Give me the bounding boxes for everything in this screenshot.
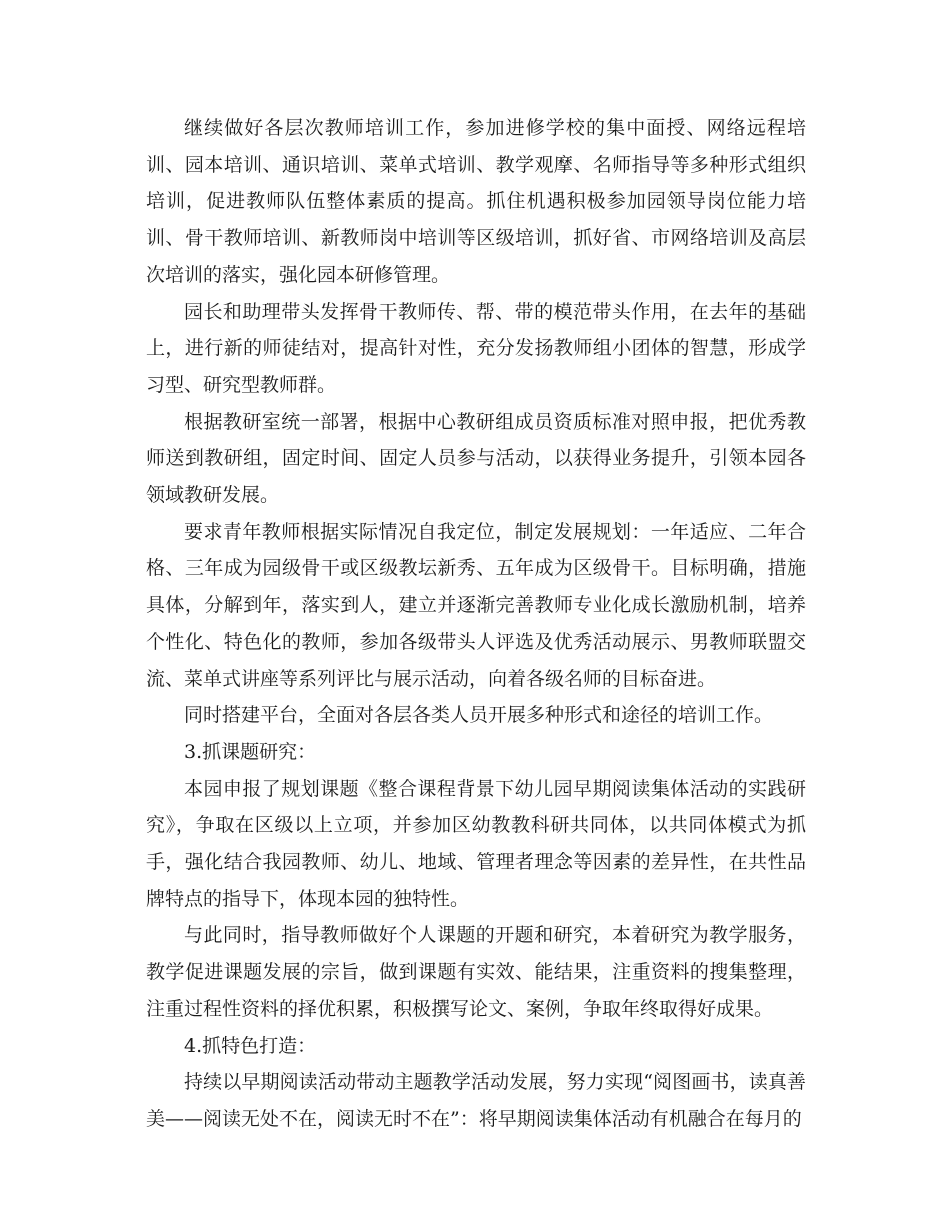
section-heading-features: 4.抓特色打造： [184, 1034, 317, 1057]
section-heading-research: 3.抓课题研究： [184, 740, 317, 763]
paragraph-young-teachers: 要求青年教师根据实际情况自我定位，制定发展规划：一年适应、二年合格、三年成为园级骨干或区级教坛新秀、五年成为区级骨干。目标明确，措施具体，分解到年，落实到人，建立并逐渐完善教师专业化成长激励机制，培养个性化、特色化的教师，参加各级带头人评选及优秀活动展示、男教师联盟交流、菜单式讲座等系列评比与展示活动，向着各级名师的目标奋进。 [146, 520, 806, 690]
paragraph-platform: 同时搭建平台，全面对各层各类人员开展多种形式和途径的培训工作。 [184, 704, 774, 727]
paragraph-planned-project: 本园申报了规划课题《整合课程背景下幼儿园早期阅读集体活动的实践研究》，争取在区级以上立项，并参加区幼教教科研共同体，以共同体模式为抓手，强化结合我园教师、幼儿、地域、管理者理念等因素的差异性，在共性品牌特点的指导下，体现本园的独特性。 [146, 777, 806, 910]
paragraph-early-reading: 持续以早期阅读活动带动主题教学活动发展，努力实现“阅图画书，读真善美——阅读无处不在，阅读无时不在”：将早期阅读集体活动有机融合在每月的 [146, 1071, 806, 1130]
paragraph-personal-projects: 与此同时，指导教师做好个人课题的开题和研究，本着研究为教学服务，教学促进课题发展的宗旨，做到课题有实效、能结果，注重资料的搜集整理，注重过程性资料的择优积累，积极撰写论文、案例，争取年终取得好成果。 [146, 924, 806, 1020]
paragraph-teacher-training: 继续做好各层次教师培训工作，参加进修学校的集中面授、网络远程培训、园本培训、通识培训、菜单式培训、教学观摩、名师指导等多种形式组织培训，促进教师队伍整体素质的提高。抓住机遇积极参加园领导岗位能力培训、骨干教师培训、新教师岗中培训等区级培训，抓好省、市网络培训及高层次培训的落实，强化园本研修管理。 [146, 117, 806, 286]
paragraph-mentoring: 园长和助理带头发挥骨干教师传、帮、带的模范带头作用，在去年的基础上，进行新的师徒结对，提高针对性，充分发扬教师组小团体的智慧，形成学习型、研究型教师群。 [146, 300, 806, 396]
paragraph-research-group: 根据教研室统一部署，根据中心教研组成员资质标准对照申报，把优秀教师送到教研组，固定时间、固定人员参与活动，以获得业务提升，引领本园各领域教研发展。 [146, 410, 806, 507]
document-body [146, 110, 806, 1138]
